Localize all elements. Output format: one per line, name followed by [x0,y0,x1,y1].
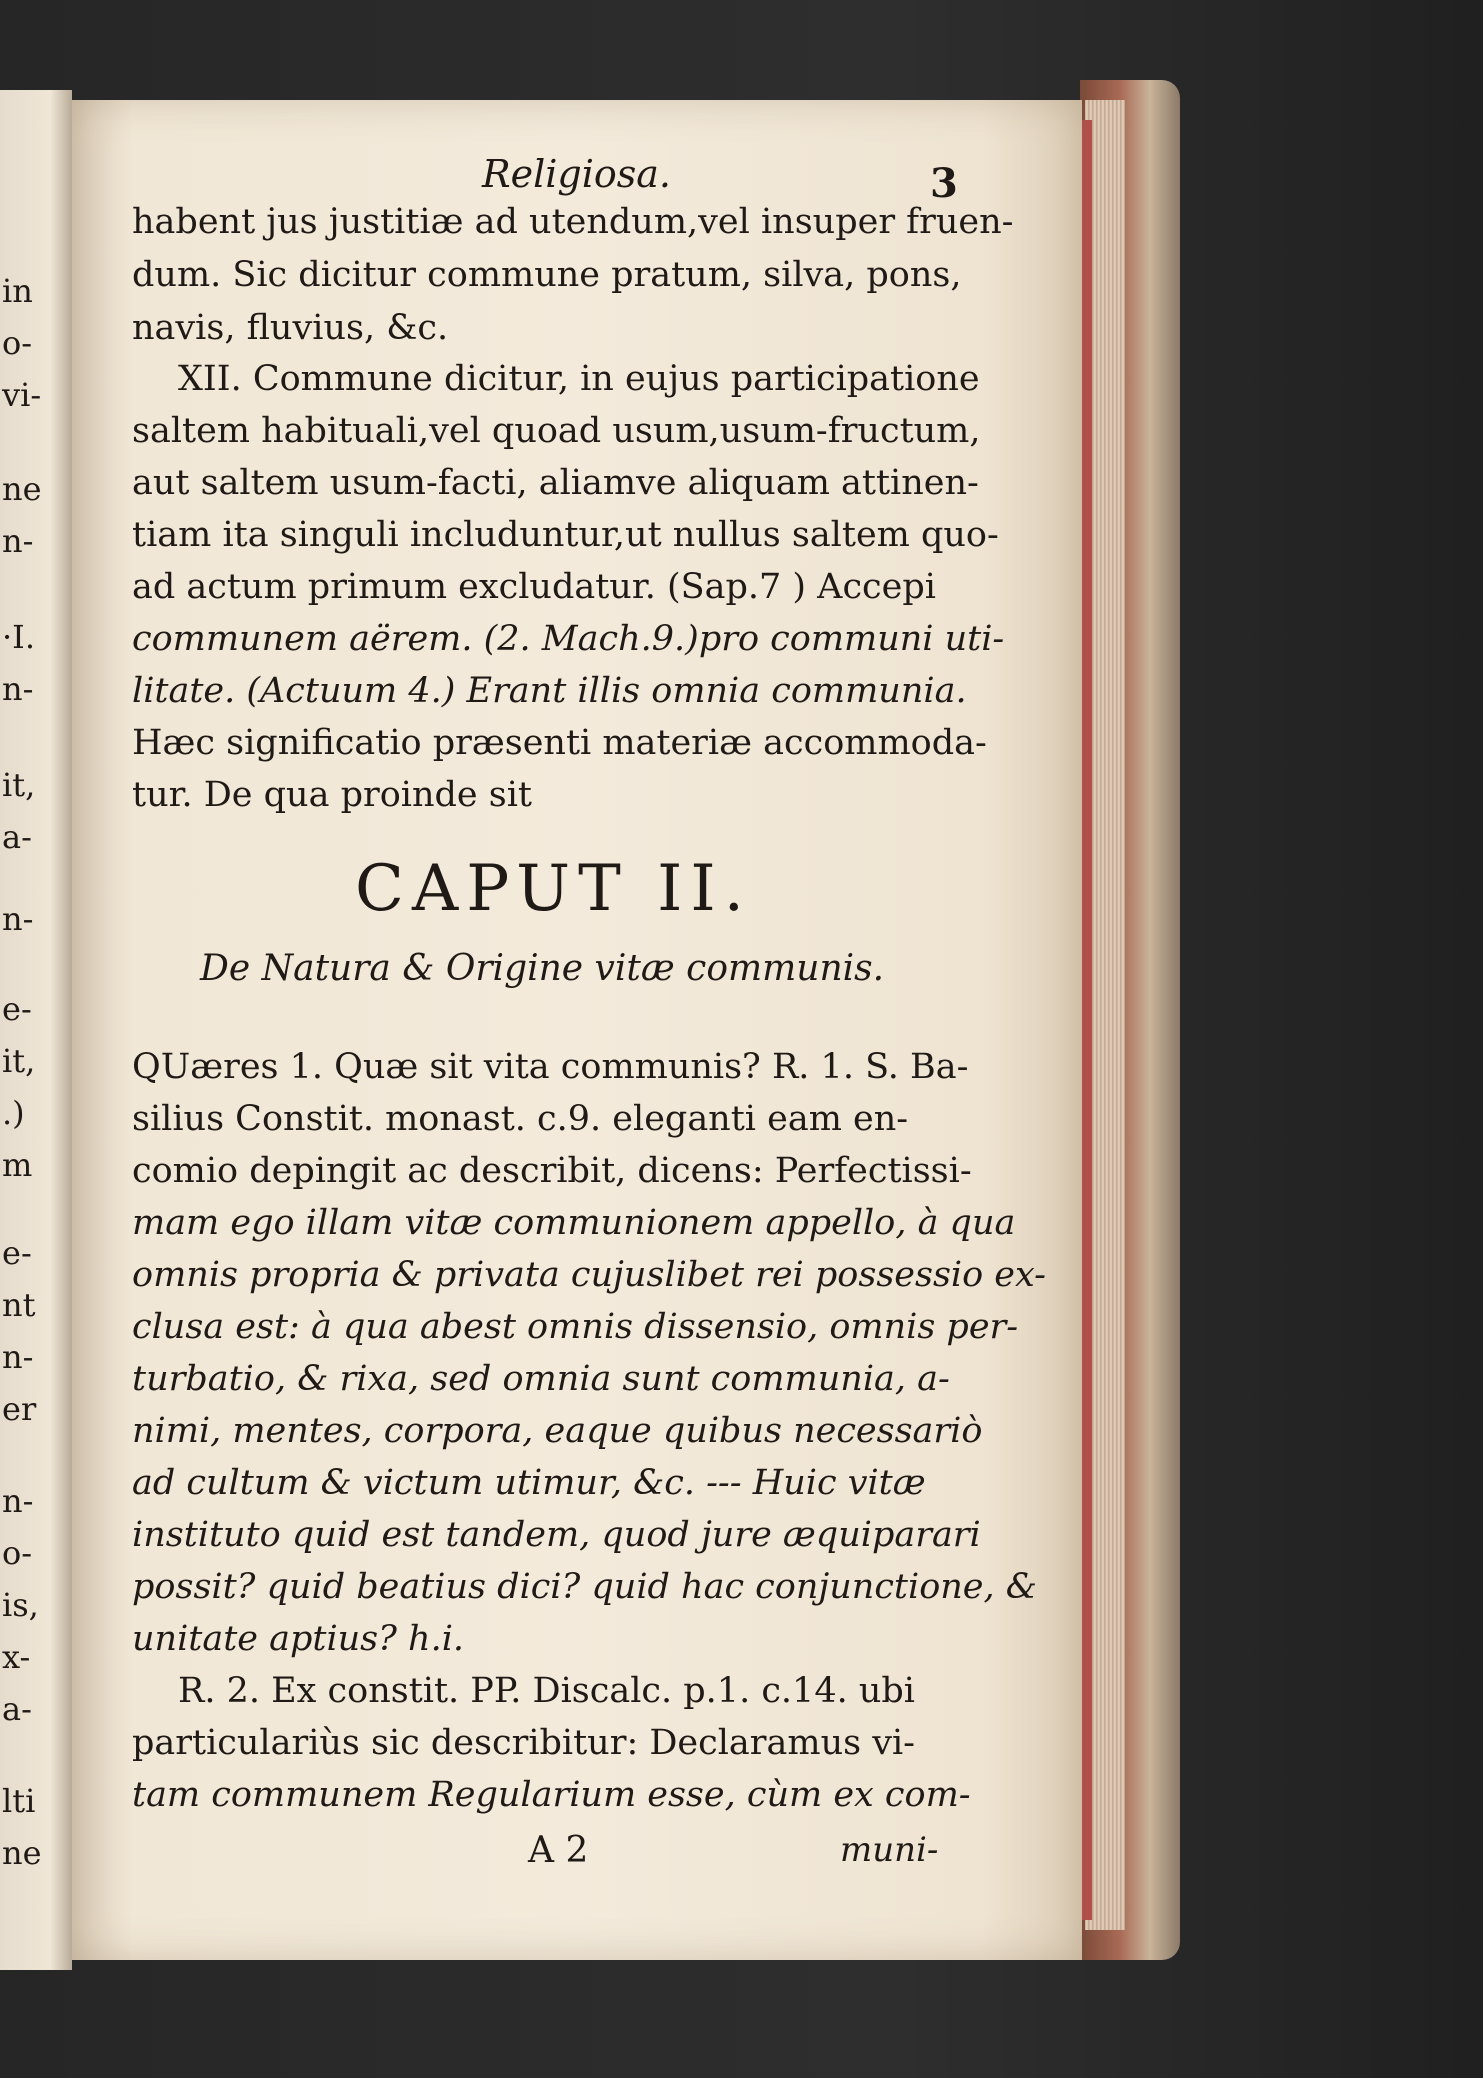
left-fragment: ne [2,1834,42,1872]
text-line: tam communem Regularium esse, cùm ex com- [132,1775,971,1815]
left-fragment: n- [2,1482,34,1520]
left-fragment: o- [2,324,33,362]
left-fragment: e- [2,990,32,1028]
left-fragment: it, [2,1042,36,1080]
text-line: aut saltem usum-facti, aliamve aliquam attinen- [132,463,979,503]
left-fragment: it, [2,766,36,804]
text-line: R. 2. Ex constit. PP. Discalc. p.1. c.14. ubi [178,1671,915,1711]
left-fragment: is, [2,1586,39,1624]
text-line: tiam ita singuli includuntur,ut nullus saltem quo- [132,515,999,555]
left-fragment: n- [2,1338,34,1376]
left-fragment: ne [2,470,42,508]
text-line: navis, fluvius, &c. [132,308,449,348]
text-line: unitate aptius? h.i. [132,1619,465,1659]
text-line: mam ego illam vitæ communionem appello, à qua [132,1203,1016,1243]
text-line: QUæres 1. Quæ sit vita communis? R. 1. S. Ba- [132,1047,969,1087]
text-line: silius Constit. monast. c.9. eleganti eam en- [132,1099,909,1139]
catchword: muni- [840,1830,939,1870]
page-number: 3 [930,160,958,207]
text-line: habent jus justitiæ ad utendum,vel insuper fruen- [132,202,1014,242]
text-line: possit? quid beatius dici? quid hac conjunctione, & [132,1567,1037,1607]
text-line: litate. (Actuum 4.) Erant illis omnia communia. [132,671,967,711]
left-page [0,90,72,1970]
text-line: clusa est: à qua abest omnis dissensio, omnis per- [132,1307,1019,1347]
text-line: ad cultum & victum utimur, &c. --- Huic vitæ [132,1463,926,1503]
text-line: XII. Commune dicitur, in eujus participatione [178,359,980,399]
text-line: communem aërem. (2. Mach.9.)pro communi uti- [132,619,1005,659]
running-header: Religiosa. [482,152,671,196]
text-line: omnis propria & privata cujuslibet rei possessio ex- [132,1255,1046,1295]
left-fragment: in [2,272,33,310]
text-line: comio depingit ac describit, dicens: Perfectissi- [132,1151,972,1191]
signature-mark: A 2 [528,1830,589,1871]
text-line: turbatio, & rixa, sed omnia sunt communia, a- [132,1359,950,1399]
left-fragment: ·I. [2,618,35,656]
text-line: Hæc significatio præsenti materiæ accommoda- [132,723,987,763]
text-line: instituto quid est tandem, quod jure æquiparari [132,1515,981,1555]
text-line: ad actum primum excludatur. (Sap.7 ) Accepi [132,567,936,607]
left-fragment: n- [2,522,34,560]
left-fragment: a- [2,1690,32,1728]
left-fragment: vi- [2,376,42,414]
left-fragment: a- [2,818,32,856]
left-fragment: n- [2,900,34,938]
left-fragment: er [2,1390,37,1428]
text-line: saltem habituali,vel quoad usum,usum-fructum, [132,411,981,451]
text-line: tur. De qua proinde sit [132,775,532,815]
left-fragment: lti [2,1782,36,1820]
left-fragment: n- [2,670,34,708]
left-fragment: o- [2,1534,33,1572]
text-line: particulariùs sic describitur: Declaramus vi- [132,1723,916,1763]
chapter-title: CAPUT II. [355,852,752,926]
left-fragment: .) [2,1094,25,1132]
left-fragment: e- [2,1234,32,1272]
chapter-subtitle: De Natura & Origine vitæ communis. [200,948,885,989]
text-line: nimi, mentes, corpora, eaque quibus necessariò [132,1411,983,1451]
text-line: dum. Sic dicitur commune pratum, silva, pons, [132,255,962,295]
left-fragment: nt [2,1286,36,1324]
left-fragment: x- [2,1638,31,1676]
left-fragment: m [2,1146,33,1184]
